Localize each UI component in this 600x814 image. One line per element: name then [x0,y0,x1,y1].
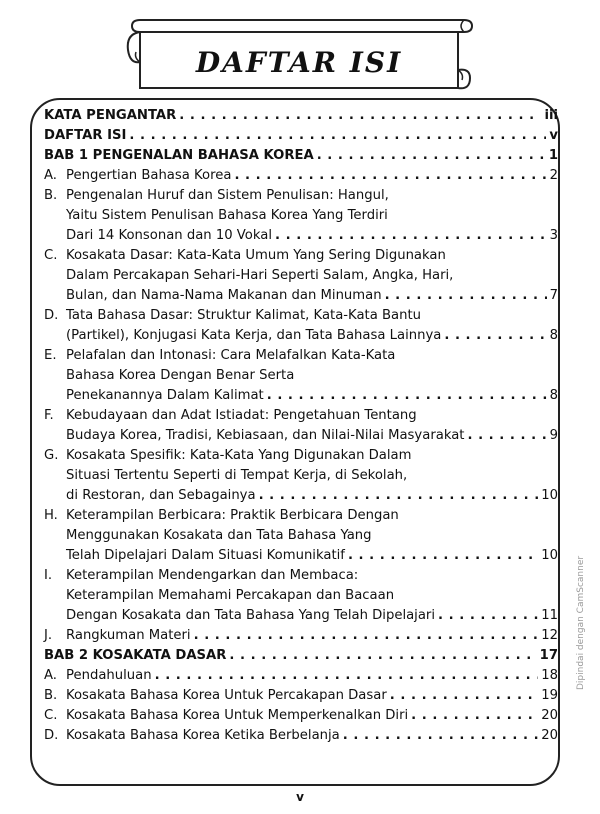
toc-page-number: 8 [549,328,558,343]
toc-item-text: Pengertian Bahasa Korea [66,168,232,183]
toc-page-number: 10 [541,488,558,503]
toc-row [44,466,558,486]
toc-item-marker: A. [44,668,57,683]
toc-item-text: Yaitu Sistem Penulisan Bahasa Korea Yang Terdiri [66,208,388,223]
toc-item-text: Bahasa Korea Dengan Benar Serta [66,368,295,383]
toc-row [44,486,558,506]
toc-entry [44,126,558,146]
dot-leader [129,126,546,146]
toc-page-number: 8 [549,388,558,403]
toc-item-text: Rangkuman Materi [66,628,191,643]
toc-item-text: Budaya Korea, Tradisi, Kebiasaan, dan Nilai-Nilai Masyarakat [66,428,465,443]
toc-item-text: Kosakata Dasar: Kata-Kata Umum Yang Sering Digunakan [66,248,446,263]
toc-row [44,446,558,466]
toc-item-text: (Partikel), Konjugasi Kata Kerja, dan Tata Bahasa Lainnya [66,328,442,343]
toc-row [44,426,558,446]
toc-item-text: Pelafalan dan Intonasi: Cara Melafalkan Kata-Kata [66,348,396,363]
toc-item-text: Keterampilan Berbicara: Praktik Berbicara Dengan [66,508,399,523]
dot-leader [385,286,547,306]
toc-item-text: BAB 1 PENGENALAN BAHASA KOREA [44,148,314,163]
toc-row [44,606,558,626]
toc-row [44,306,558,326]
dot-leader [444,326,546,346]
toc-row [44,686,558,706]
toc-item-text: Kebudayaan dan Adat Istiadat: Pengetahuan Tentang [66,408,417,423]
dot-leader [438,606,538,626]
toc-item-marker: C. [44,708,58,723]
toc-page-number: 20 [541,708,558,723]
toc-entry [44,146,558,166]
toc-item-text: BAB 2 KOSAKATA DASAR [44,648,227,663]
toc-item-marker: D. [44,728,59,743]
toc-page-number: 17 [539,648,558,663]
dot-leader [229,646,536,666]
toc-item-text: Keterampilan Mendengarkan dan Membaca: [66,568,359,583]
toc-row [44,666,558,686]
toc-item-text: Situasi Tertentu Seperti di Tempat Kerja, di Sekolah, [66,468,408,483]
dot-leader [343,726,538,746]
toc-row [44,246,558,266]
toc-row [44,626,558,646]
toc-page-number: 19 [541,688,558,703]
toc-entry [44,346,558,406]
toc-item-text: Kosakata Bahasa Korea Untuk Memperkenalkan Diri [66,708,409,723]
dot-leader [155,666,539,686]
toc-item-marker: F. [44,408,54,423]
toc-item-text: Telah Dipelajari Dalam Situasi Komunikatif [66,548,345,563]
toc-item-text: Keterampilan Memahami Percakapan dan Bacaan [66,588,395,603]
dot-leader [348,546,538,566]
toc-item-text: Kosakata Bahasa Korea Ketika Berbelanja [66,728,340,743]
toc-page-number: 18 [541,668,558,683]
dot-leader [179,106,541,126]
toc-item-text: Kosakata Spesifik: Kata-Kata Yang Digunakan Dalam [66,448,412,463]
toc-item-marker: D. [44,308,59,323]
toc-item-text: Dari 14 Konsonan dan 10 Vokal [66,228,273,243]
toc-page-number: 1 [548,148,558,163]
toc-row [44,146,558,166]
dot-leader [234,166,546,186]
toc-entry [44,166,558,186]
toc-item-text: Pendahuluan [66,668,152,683]
toc-row [44,346,558,366]
dot-leader [467,426,546,446]
dot-leader [275,226,547,246]
toc-item-marker: A. [44,168,57,183]
toc-page-number: 11 [541,608,558,623]
toc-entry [44,706,558,726]
toc-row [44,226,558,246]
dot-leader [317,146,546,166]
toc-entry [44,666,558,686]
toc-item-text: Kosakata Bahasa Korea Untuk Percakapan Dasar [66,688,387,703]
toc-entry [44,106,558,126]
toc-item-text: Menggunakan Kosakata dan Tata Bahasa Yang [66,528,372,543]
toc-item-text: KATA PENGANTAR [44,108,177,123]
toc-page-number: 20 [541,728,558,743]
toc-item-text: Bulan, dan Nama-Nama Makanan dan Minuman [66,288,382,303]
toc-row [44,106,558,126]
toc-item-marker: H. [44,508,58,523]
toc-row [44,586,558,606]
toc-entry [44,446,558,506]
toc-entry [44,506,558,566]
toc-page-number: 9 [549,428,558,443]
toc-row [44,186,558,206]
dot-leader [194,626,539,646]
toc-page-number: 12 [541,628,558,643]
toc-row [44,206,558,226]
page-number: v [296,790,304,804]
toc-entry [44,306,558,346]
toc-page-number: 3 [549,228,558,243]
toc-entry [44,246,558,306]
toc-item-marker: J. [44,628,53,643]
toc-page-number: iii [544,108,558,123]
scanner-watermark: Dipindai dengan CamScanner [576,555,586,690]
toc-item-marker: B. [44,188,58,203]
toc-row [44,126,558,146]
toc-row [44,286,558,306]
toc-item-marker: C. [44,248,58,263]
toc-page-number: v [549,128,558,143]
toc-row [44,646,558,666]
toc-row [44,726,558,746]
toc-item-marker: I. [44,568,53,583]
toc-row [44,566,558,586]
toc-item-marker: B. [44,688,58,703]
dot-leader [390,686,538,706]
toc-entry [44,186,558,246]
toc-entry [44,566,558,626]
toc-item-text: Penekanannya Dalam Kalimat [66,388,264,403]
toc-item-text: Dalam Percakapan Sehari-Hari Seperti Salam, Angka, Hari, [66,268,454,283]
dot-leader [259,486,539,506]
toc-row [44,406,558,426]
toc-item-marker: E. [44,348,57,363]
toc-row [44,706,558,726]
toc-row [44,326,558,346]
toc-page-number: 2 [549,168,558,183]
toc-row [44,266,558,286]
toc-entry [44,626,558,646]
toc-row [44,526,558,546]
toc-page-number: 10 [541,548,558,563]
page-title: DAFTAR ISI [195,46,403,79]
toc-row [44,546,558,566]
toc-entry [44,646,558,666]
toc-entry [44,406,558,446]
toc-item-text: DAFTAR ISI [44,128,127,143]
toc-item-text: di Restoran, dan Sebagainya [66,488,256,503]
toc-item-text: Pengenalan Huruf dan Sistem Penulisan: Hangul, [66,188,389,203]
toc-item-marker: G. [44,448,59,463]
toc-entry [44,726,558,746]
dot-leader [267,386,547,406]
toc-item-text: Tata Bahasa Dasar: Struktur Kalimat, Kata-Kata Bantu [66,308,421,323]
title-banner [118,18,480,94]
toc-row [44,506,558,526]
toc-row [44,366,558,386]
toc-entry [44,686,558,706]
dot-leader [411,706,538,726]
toc-row [44,166,558,186]
toc-page-number: 7 [549,288,558,303]
table-of-contents [44,106,558,746]
toc-item-text: Dengan Kosakata dan Tata Bahasa Yang Telah Dipelajari [66,608,436,623]
toc-row [44,386,558,406]
